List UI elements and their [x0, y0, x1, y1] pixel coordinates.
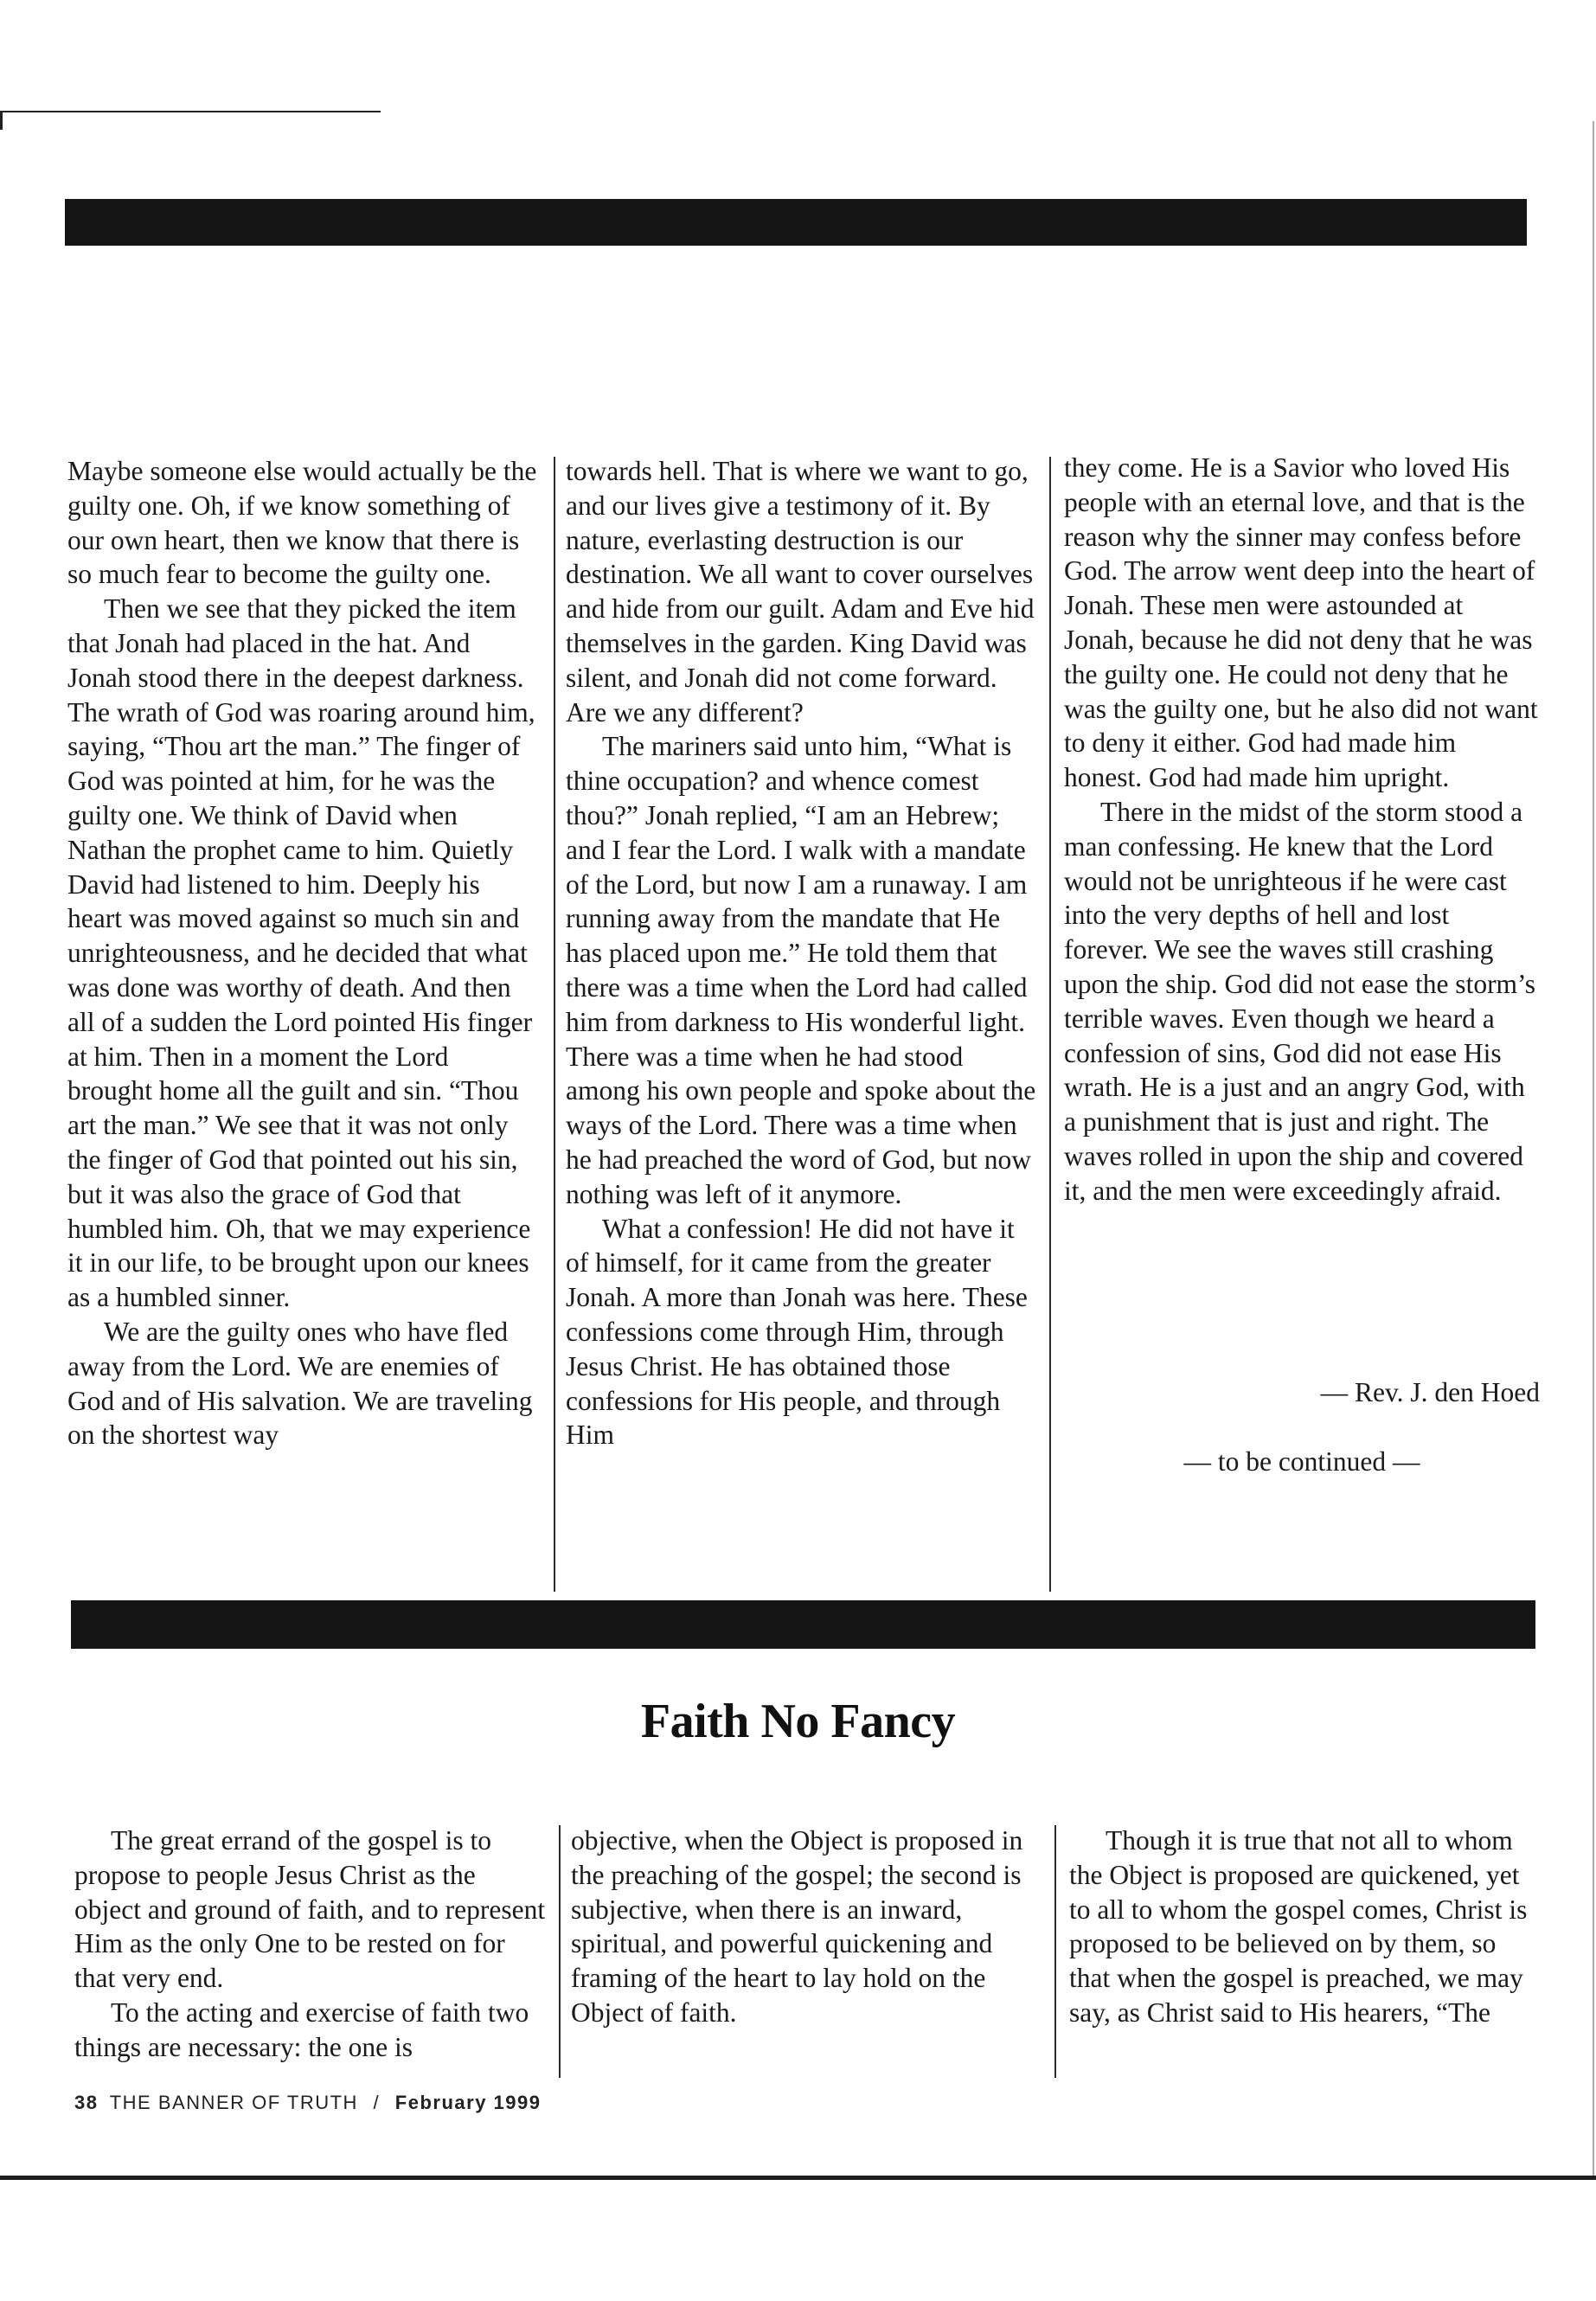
- column-divider: [554, 457, 555, 1592]
- paragraph: There in the midst of the storm stood a man confessing. He knew that the Lord would not be unrighteous if he were cast into the very depths of hell and lost forever. We see the waves still crashing upon the ship. God did not ease the storm’s terrible waves. Even though we heard a confession of sins, God did not ease His wrath. He is a just and an angry God, with a punishment that is just and right. The waves rolled in upon the ship and covered it, and the men were exceedingly afraid.: [1064, 796, 1536, 1206]
- page-number: 38: [74, 2092, 99, 2113]
- top-decorative-bar: [65, 199, 1527, 246]
- column-divider: [1049, 457, 1051, 1592]
- paragraph: Maybe someone else would actually be the guilty one. Oh, if we know something of our own heart, then we know that there is so much fear to become the guilty one.: [67, 456, 537, 590]
- article-column-3: [1069, 1823, 1541, 2030]
- scan-edge-line: [0, 111, 381, 112]
- paragraph: they come. He is a Savior who loved His people with an eternal love, and that is the reason why the sinner may confess before God. The arrow went deep into the heart of Jonah. These men were astounded at Jonah, because he did not deny that he was the guilty one. He could not deny that he was the guilty one, but he also did not want to deny it either. God had made him honest. God had made him upright.: [1064, 452, 1538, 793]
- column-divider: [1054, 1825, 1056, 2078]
- section-divider-bar: [71, 1600, 1535, 1649]
- paragraph: To the acting and exercise of faith two things are necessary: the one is: [74, 1997, 529, 2062]
- column-3: [1064, 451, 1540, 1208]
- continued-note: — to be continued —: [1183, 1446, 1420, 1477]
- column-2: [566, 454, 1037, 1452]
- paragraph: What a confession! He did not have it of himself, for it came from the greater Jonah. A more than Jonah was here. These confessions come through Him, through Jesus Christ. He has obtained those confessions for His people, and through Him: [566, 1213, 1028, 1451]
- article-column-2: [571, 1823, 1029, 2030]
- paragraph: towards hell. That is where we want to go, and our lives give a testimony of it. By nature, everlasting destruction is our destination. We all want to cover ourselves and hide from our guilt. Adam and Eve hid themselves in the garden. King David was silent, and Jonah did not come forward. Are we any different?: [566, 456, 1035, 727]
- publication-name: THE BANNER OF TRUTH: [109, 2092, 358, 2113]
- column-1: [67, 454, 539, 1452]
- column-divider: [559, 1825, 561, 2078]
- issue-date: February 1999: [394, 2092, 542, 2113]
- paragraph: Then we see that they picked the item that Jonah had placed in the hat. And Jonah stood there in the deepest darkness. The wrath of God was roaring around him, saying, “Thou art the man.” The finger of God was pointed at him, for he was the guilty one. We think of David when Nathan the prophet came to him. Quietly David had listened to him. Deeply his heart was moved against so much sin and unrighteousness, and he decided that what was done was worthy of death. And then all of a sudden the Lord pointed His finger at him. Then in a moment the Lord brought home all the guilt and sin. “Thou art the man.” We see that it was not only the finger of God that pointed out his sin, but it was also the grace of God that humbled him. Oh, that we may experience it in our life, to be brought upon our knees as a humbled sinner.: [67, 593, 535, 1313]
- paragraph: The great errand of the gospel is to propose to people Jesus Christ as the object and ground of faith, and to represent Him as the only One to be rested on for that very end.: [74, 1825, 546, 1994]
- scan-edge-corner: [0, 111, 3, 130]
- article-title: Faith No Fancy: [640, 1695, 956, 1748]
- footer-separator: /: [373, 2092, 381, 2113]
- paragraph: We are the guilty ones who have fled away from the Lord. We are enemies of God and of His salvation. We are traveling on the shortest way: [67, 1316, 533, 1451]
- paragraph: The mariners said unto him, “What is thine occupation? and whence comest thou?” Jonah replied, “I am an Hebrew; and I fear the Lord. I walk with a mandate of the Lord, but now I am a runaway. I am running away from the mandate that He has placed upon me.” He told them that there was a time when the Lord had called him from darkness to His wonderful light. There was a time when he had stood among his own people and spoke about the ways of the Lord. There was a time when he had preached the word of God, but now nothing was left of it anymore.: [566, 731, 1036, 1209]
- article-column-1: [74, 1823, 546, 2065]
- author-byline: — Rev. J. den Hoed: [1320, 1377, 1540, 1407]
- scan-bottom-edge: [0, 2176, 1596, 2180]
- page-footer: [74, 2092, 542, 2114]
- scan-right-edge: [1593, 121, 1594, 2180]
- paragraph: objective, when the Object is proposed in the preaching of the gospel; the second is subjective, when there is an inward, spiritual, and powerful quickening and framing of the heart to lay hold on the Object of faith.: [571, 1825, 1023, 2028]
- paragraph: Though it is true that not all to whom the Object is proposed are quickened, yet to all to whom the gospel comes, Christ is proposed to be believed on by them, so that when the gospel is preached, we may say, as Christ said to His hearers, “The: [1069, 1825, 1528, 2028]
